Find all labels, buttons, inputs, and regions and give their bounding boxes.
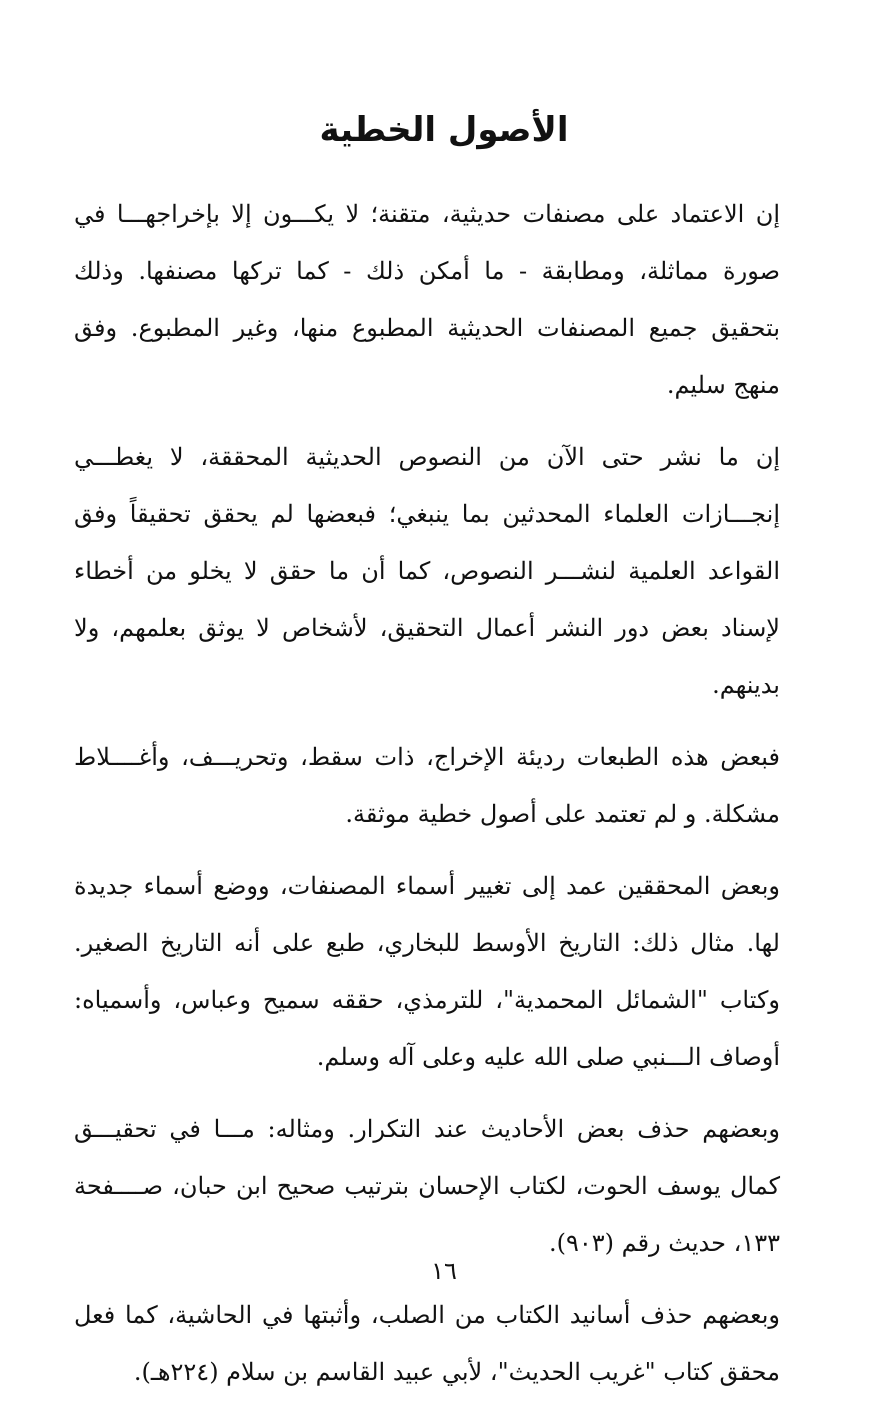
page-title: الأصول الخطية [319,110,569,150]
paragraph-1: إن الاعتماد على مصنفات حديثية، متقنة؛ لا يكـــون إلا بإخراجهـــا في صورة مماثلة، ومطابقة - ما أمكن ذلك - كما تركها مصنفها. وذلك بتحقيق جميع المصنفات الحديثية المطبوع منها، وغير المطبوع. وفق منهج سليم. [74,200,780,399]
paragraph-5: وبعضهم حذف بعض الأحاديث عند التكرار. ومثاله: مـــا في تحقيـــق كمال يوسف الحوت، لكتاب الإحسان بترتيب صحيح ابن حبان، صــــفحة ١٣٣، حديث رقم (٩٠٣). [74,1115,780,1257]
page-number: ١٦ [431,1257,457,1285]
paragraph-3: فبعض هذه الطبعات رديئة الإخراج، ذات سقط، وتحريـــف، وأغــــلاط مشكلة. و لم تعتمد على أصول خطية موثقة. [74,743,780,828]
body-text [74,186,780,1416]
paragraph-2: إن ما نشر حتى الآن من النصوص الحديثية المحققة، لا يغطـــي إنجـــازات العلماء المحدثين بما ينبغي؛ فبعضها لم يحقق تحقيقاً وفق القواعد العلمية لنشـــر النصوص، كما أن ما حقق لا يخلو من أخطاء لإسناد بعض دور النشر أعمال التحقيق، لأشخاص لا يوثق بعلمهم، ولا بدينهم. [74,443,780,699]
paragraph-4: وبعض المحققين عمد إلى تغيير أسماء المصنفات، ووضع أسماء جديدة لها. مثال ذلك: التاريخ الأوسط للبخاري، طبع على أنه التاريخ الصغير. وكتاب "الشمائل المحمدية"، للترمذي، حققه سميح وعباس، وأسمياه: أوصاف الـــنبي صلى الله عليه وعلى آله وسلم. [74,872,780,1071]
paragraph-6: وبعضهم حذف أسانيد الكتاب من الصلب، وأثبتها في الحاشية، كما فعل محقق كتاب "غريب الحديث"، لأبي عبيد القاسم بن سلام (٢٢٤هـ). [74,1301,780,1386]
